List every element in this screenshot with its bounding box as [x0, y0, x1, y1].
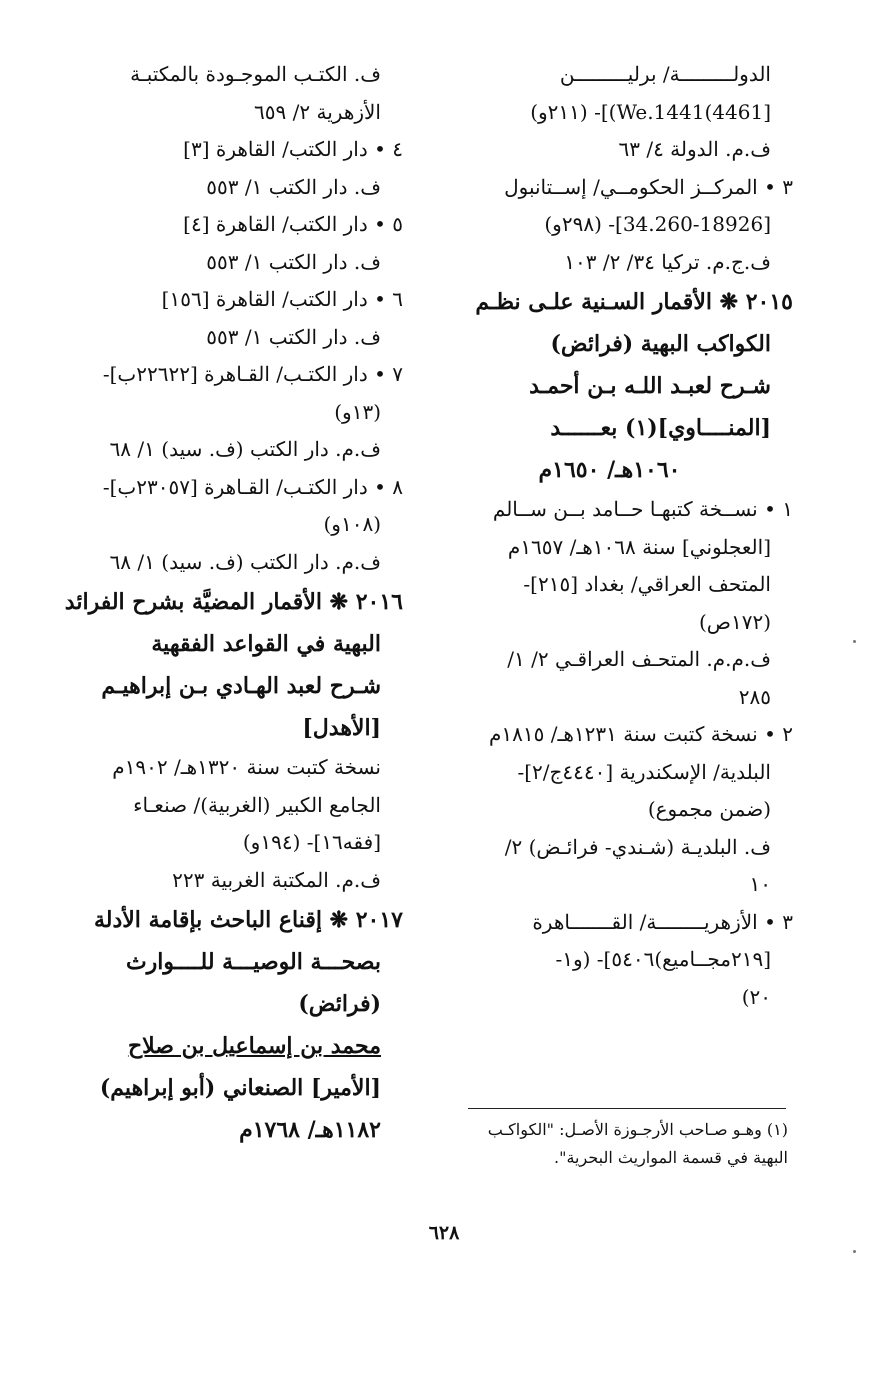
right-column-line: ٢٠) — [741, 984, 771, 1009]
left-column-heading-line: بصحـــة الوصيـــة للــــوارث — [125, 949, 381, 975]
left-column-heading-line: [الأهدل] — [302, 715, 381, 741]
scan-speck — [853, 1250, 856, 1253]
right-column — [448, 56, 793, 1016]
right-column-line: ٣ • المركــز الحكومــي/ إســتانبول — [504, 174, 793, 199]
left-column-line: (١٣و) — [334, 399, 381, 424]
left-column — [38, 56, 403, 1151]
left-column-line: ٦ • دار الكتب/ القاهرة [١٥٦] — [161, 287, 403, 311]
footnote — [448, 1116, 788, 1172]
footnote-line-2: البهية في قسمة المواريث البحرية". — [554, 1148, 788, 1167]
left-column-line: (١٠٨و) — [323, 512, 381, 536]
left-column-heading-line: ٢٠١٧ ❋ إقناع الباحث بإقامة الأدلة — [93, 907, 403, 933]
page-number: ٦٢٨ — [428, 1222, 460, 1244]
footnote-line-1: (١) وهـو صـاحب الأرجـوزة الأصـل: "الكواكـب — [487, 1120, 788, 1139]
left-column-heading-line: (فرائض) — [298, 991, 381, 1017]
left-column-line: ٨ • دار الكتـب/ القـاهرة [٢٣٠٥٧ب]- — [102, 474, 403, 499]
right-column-heading-line: ٢٠١٥ ❋ الأقمار السـنية علـى نظـم — [475, 289, 793, 315]
right-column-line: ف.ج.م. تركيا ٣٤/ ٢/ ١٠٣ — [564, 249, 771, 274]
left-column-line: ف.م. المكتبة الغربية ٢٢٣ — [172, 867, 381, 892]
right-column-heading-line: شـرح لعبـد اللـه بـن أحمـد — [529, 373, 771, 399]
right-column-line: ٣ • الأزهريــــــــة/ القـــــــاهرة — [532, 909, 793, 934]
right-column-line: ٢٨٥ — [738, 684, 771, 709]
left-column-line: ٧ • دار الكتـب/ القـاهرة [٢٢٦٢٢ب]- — [102, 362, 403, 386]
left-column-heading-line: البهية في القواعد الفقهية — [151, 631, 381, 657]
right-column-line: ف. البلديـة (شـندي- فرائـض) ٢/ — [504, 834, 771, 859]
right-column-line: [4461)We.1441)]- (٢١١و) — [530, 99, 771, 124]
left-column-line: الأزهرية ٢/ ٦٥٩ — [254, 99, 381, 124]
right-column-line: [٢١٩مجــاميع)٥٤٠٦]- (و١- — [555, 947, 771, 971]
left-column-line: ف.م. دار الكتب (ف. سيد) ١/ ٦٨ — [109, 437, 381, 461]
left-column-line: ف. دار الكتب ١/ ٥٥٣ — [206, 249, 381, 274]
right-column-line: [34.260-18926]- (٢٩٨و) — [544, 212, 771, 236]
right-column-line: المتحف العراقي/ بغداد [٢١٥]- — [523, 572, 771, 596]
right-column-line: ف.م. الدولة ٤/ ٦٣ — [618, 137, 771, 161]
right-column-line: البلدية/ الإسكندرية [٤٤٤٠ج/٢]- — [517, 759, 771, 784]
left-column-heading-line: ٢٠١٦ ❋ الأقمار المضيَّة بشرح الفرائد — [64, 589, 403, 615]
left-column-heading-line: [الأمير] الصنعاني (أبو إبراهيم) — [99, 1075, 381, 1101]
left-column-line: ٤ • دار الكتب/ القاهرة [٣] — [183, 137, 403, 161]
right-column-line: ف.م.م. المتحـف العراقـي ٢/ ١/ — [507, 647, 771, 671]
right-column-line: ١ • نســخة كتبهـا حــامد بــن ســالم — [492, 497, 793, 521]
right-column-line: [العجلوني] سنة ١٠٦٨هـ/ ١٦٥٧م — [507, 534, 771, 559]
right-column-line: (١٧٢ص) — [698, 609, 771, 634]
right-column-line: (ضمن مجموع) — [647, 797, 771, 821]
left-column-line: ف. دار الكتب ١/ ٥٥٣ — [206, 174, 381, 199]
left-column-heading-line: ١١٨٢هـ/ ١٧٦٨م — [239, 1117, 381, 1143]
left-column-heading-line: شـرح لعبد الهـادي بـن إبراهيـم — [101, 673, 381, 699]
left-column-line: ف. دار الكتب ١/ ٥٥٣ — [206, 324, 381, 349]
right-column-line: الدولـــــــــة/ برليـــــــــن — [559, 62, 771, 86]
scan-speck — [853, 640, 856, 643]
right-column-line: ٢ • نسخة كتبت سنة ١٢٣١هـ/ ١٨١٥م — [489, 722, 793, 746]
left-column-line: نسخة كتبت سنة ١٣٢٠هـ/ ١٩٠٢م — [112, 755, 381, 779]
left-column-line: ف. الكتـب الموجـودة بالمكتبـة — [130, 62, 381, 86]
left-column-line: [فقه١٦]- (١٩٤و) — [242, 830, 381, 854]
right-column-heading-line: ١٠٦٠هـ/ ١٦٥٠م — [538, 457, 681, 483]
right-column-heading-line: [المنــــاوي](١) بعــــــد — [550, 415, 771, 441]
left-column-heading-line: محمد بن إسماعيل بن صلاح — [127, 1033, 381, 1059]
left-column-line: الجامع الكبير (الغربية)/ صنعـاء — [133, 792, 381, 817]
footnote-rule — [468, 1108, 786, 1109]
left-column-line: ف.م. دار الكتب (ف. سيد) ١/ ٦٨ — [109, 549, 381, 574]
right-column-heading-line: الكواكب البهية (فرائض) — [550, 331, 771, 357]
left-column-line: ٥ • دار الكتب/ القاهرة [٤] — [183, 212, 403, 236]
right-column-line: ١٠ — [749, 872, 771, 896]
